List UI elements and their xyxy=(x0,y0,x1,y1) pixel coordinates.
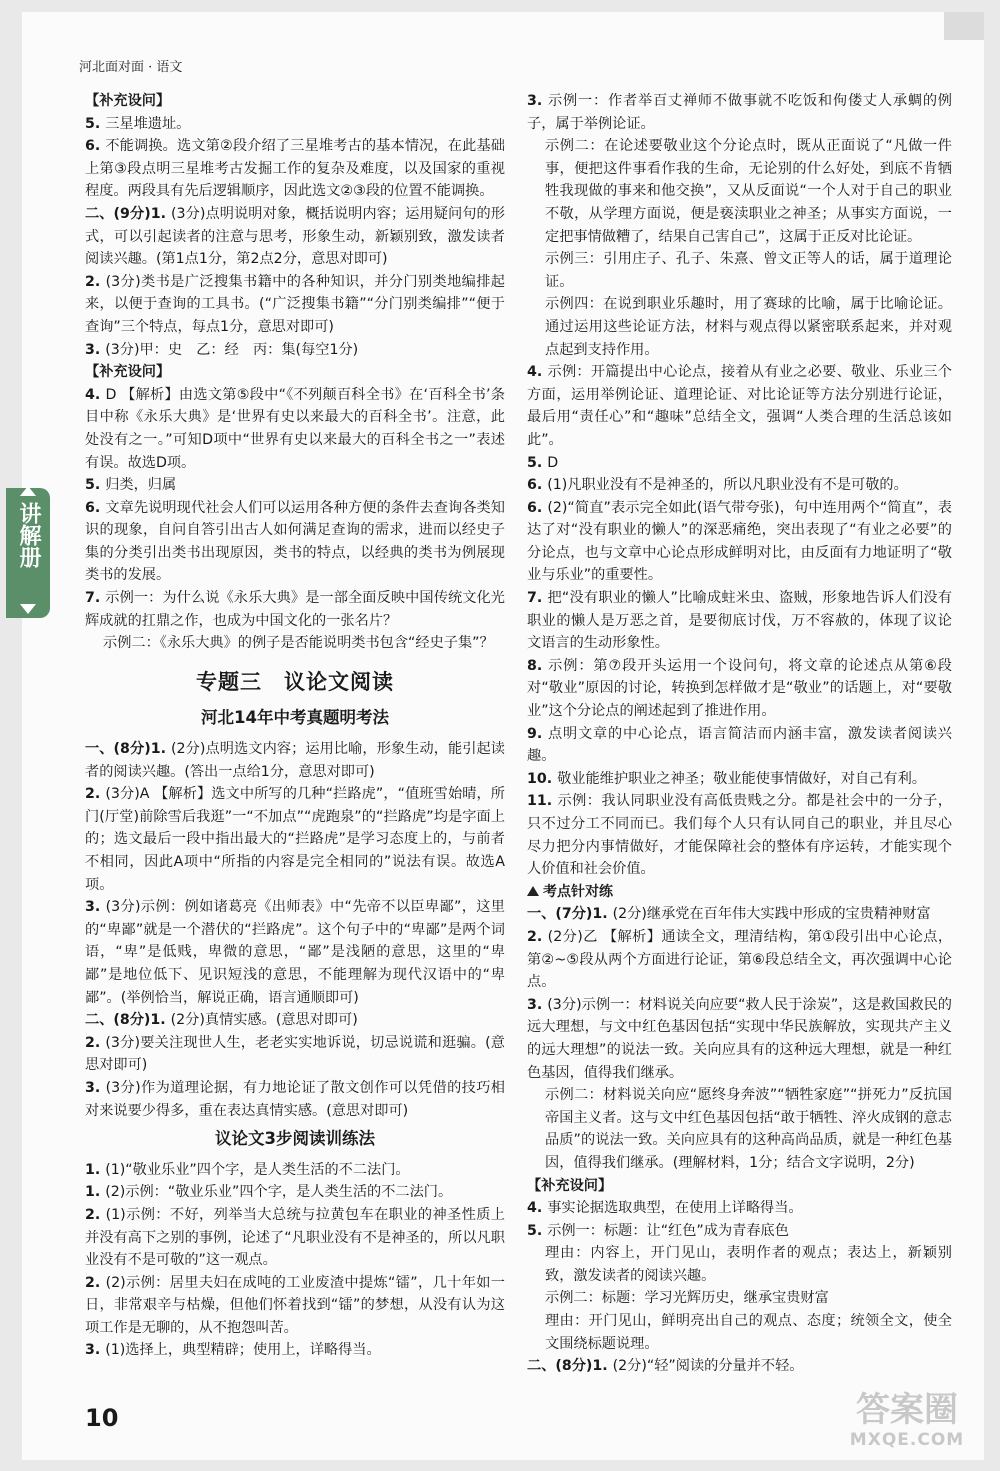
answer-line xyxy=(85,1009,505,1032)
answer-line xyxy=(85,783,505,896)
answer-line xyxy=(527,1310,952,1355)
answer-text: (1)选择上，典型精辟；使用上，详略得当。 xyxy=(105,1342,381,1359)
item-number: 6. xyxy=(527,499,548,516)
answer-line xyxy=(527,1175,952,1198)
right-block-1 xyxy=(527,90,952,881)
answer-text: 敬业能维护职业之神圣；敬业能使事情做好，对自己有利。 xyxy=(557,770,926,787)
running-header: 河北面对面 · 语文 xyxy=(79,60,183,75)
item-number: 3. xyxy=(527,93,549,109)
answer-text: 示例三：引用庄子、孔子、朱熹、曾文正等人的话，属于道理论证。 xyxy=(545,251,952,290)
answer-line xyxy=(85,1032,505,1077)
sub-title-training: 议论文3步阅读训练法 xyxy=(215,1129,375,1149)
answer-text: (2)“简直”表示完全如此(语气带夸张)，句中连用两个“简直”，表达了对“没有职业的懒人”的深恶痛绝，突出表现了“有业之必要”的分论点，也与文章中心论点形成鲜明对比，由反面有力地证明了“敬业与乐业”的重要性。 xyxy=(527,499,952,584)
item-number: 1. xyxy=(85,1161,106,1178)
item-number: 4. xyxy=(527,1200,548,1217)
answer-line xyxy=(85,203,505,271)
page xyxy=(22,12,984,1460)
answer-text: 事实论据选取典型，在使用上详略得当。 xyxy=(547,1200,803,1217)
left-column xyxy=(85,90,505,1362)
item-number: 6. xyxy=(85,138,106,155)
answer-text: (2分)继承党在百年伟大实践中形成的宝贵精神财富 xyxy=(612,906,931,923)
answer-text: (3分)作为道理论据，有力地论证了散文创作可以凭借的技巧相对来说要少得多，重在表达真情实感。(意思对即可) xyxy=(85,1079,505,1119)
answer-text: 示例二：《永乐大典》的例子是否能说明类书包含“经史子集”？ xyxy=(103,635,494,652)
answer-text: 示例二：标题：学习光辉历史，继承宝贵财富 xyxy=(545,1290,829,1307)
item-number: 2. xyxy=(85,1034,106,1051)
answer-line xyxy=(527,903,952,926)
answer-text: 【补充设问】 xyxy=(85,364,171,381)
answer-text: 【补充设问】 xyxy=(527,1177,613,1194)
answer-text: 示例二：材料说关向应“愿终身奔波”“牺牲家庭”“拼死力”反抗国帝国主义者。这与文中红色基因包括“敢于牺牲、淬火成钢的意志品质”的说法一致。关向应具有的这种高尚品质，就是一种红色基因，值得我们继承。(理解材料，1分；结合文字说明，2分) xyxy=(545,1087,952,1171)
page-number: 10 xyxy=(85,1404,119,1432)
watermark-logo xyxy=(822,1390,984,1460)
answer-line xyxy=(85,474,505,497)
watermark-url: MXQE.COM xyxy=(849,1430,965,1450)
item-number: 6. xyxy=(85,499,106,516)
item-number: 6. xyxy=(527,477,548,494)
right-column xyxy=(527,90,952,1378)
answer-line xyxy=(85,1204,505,1272)
left-block-1 xyxy=(85,90,505,655)
answer-line xyxy=(85,1181,505,1204)
item-number: 11. xyxy=(527,793,558,810)
answer-line xyxy=(527,587,952,655)
answer-text: 不能调换。选文第②段介绍了三星堆考古的基本情况，在此基础上第③段点明三星堆考古发掘工作的复杂及难度，以及国家的重视程度。两段具有先后逻辑顺序，因此选文②③段的位置不能调换。 xyxy=(85,138,505,200)
answer-line xyxy=(85,271,505,339)
answer-line xyxy=(85,1077,505,1122)
answer-line xyxy=(527,248,952,293)
answer-line xyxy=(85,113,505,136)
answer-text: 把“没有职业的懒人”比喻成蛀米虫、盗贼，形象地告诉人们没有职业的懒人是万恶之首，是要彻底讨伐，万不容赦的，体现了议论文语言的生动形象性。 xyxy=(527,590,953,652)
answer-text: 示例：第⑦段开头运用一个设问句，将文章的论述点从第⑥段对“敬业”原因的讨论，转换到怎样做才是“敬业”的话题上，对“要敬业”这个分论点的阐述起到了推进作用。 xyxy=(527,657,952,720)
answer-text: (1)示例：不好，列举当大总统与拉黄包车在职业的神圣性质上并没有高下之别的事例，论述了“凡职业没有不是神圣的，所以凡职业没有不是可敬的”这一观点。 xyxy=(85,1206,505,1269)
answer-text: 三星堆遗址。 xyxy=(105,115,191,132)
answer-text: 【补充设问】 xyxy=(85,93,171,109)
answer-text: 理由：开门见山，鲜明亮出自己的观点、态度；统领全文，使全文围绕标题说理。 xyxy=(545,1313,952,1352)
answer-text: 点明文章的中心论点，语言简洁而内涵丰富，激发读者阅读兴趣。 xyxy=(527,725,952,765)
answer-line xyxy=(85,339,505,362)
item-number: 一、(7分)1. xyxy=(527,906,613,923)
answer-line xyxy=(527,293,952,361)
watermark-brand: 答案圈 xyxy=(856,1390,958,1430)
practice-heading xyxy=(527,881,952,904)
answer-line xyxy=(85,738,505,783)
side-tab[interactable] xyxy=(6,488,50,618)
answer-text: 示例二：在论述要敬业这个分论点时，既从正面说了“凡做一件事，便把这件事看作我的生命，无论别的什么好处，到底不肯牺牲我现做的事来和他交换”，又从反面说“一个人对于自己的职业不敬，从学理方面说，便是亵渎职业之神圣；从事实方面说，一定把事情做糟了，结果自己害自己”，这属于正反对比论证。 xyxy=(545,138,952,245)
answer-line xyxy=(527,723,952,768)
arrow-down-icon xyxy=(20,604,36,614)
item-number: 3. xyxy=(85,1079,106,1096)
answer-line xyxy=(527,1242,952,1287)
answer-line xyxy=(85,361,505,384)
answer-line xyxy=(527,1220,952,1243)
item-number: 2. xyxy=(85,1206,106,1223)
arrow-up-icon xyxy=(20,486,36,496)
answer-line xyxy=(527,497,952,587)
item-number: 10. xyxy=(527,770,558,787)
answer-line xyxy=(527,994,952,1084)
item-number: 3. xyxy=(85,1342,106,1359)
answer-text: (2)示例：“敬业乐业”四个字，是人类生活的不二法门。 xyxy=(105,1184,453,1201)
section-title: 专题三 议论文阅读 xyxy=(196,669,394,694)
item-number: 1. xyxy=(85,1184,106,1201)
page-corner xyxy=(944,12,984,40)
answer-text: (3分)点明说明对象，概括说明内容；运用疑问句的形式，可以引起读者的注意与思考，形象生动，新颖别致，激发读者阅读兴趣。(第1点1分，第2点2分，意思对即可) xyxy=(85,205,505,268)
item-number: 7. xyxy=(527,590,548,607)
item-number: 7. xyxy=(85,590,106,607)
answer-text: D 【解析】由选文第⑤段中“《不列颠百科全书》在‘百科全书’条目中称《永乐大典》是‘世界有史以来最大的百科全书’。注意，此处没有之一。”可知D项中“世界有史以来最大的百科全书之一”表述有误。故选D项。 xyxy=(85,386,505,471)
item-number: 3. xyxy=(527,996,548,1013)
item-number: 2. xyxy=(85,273,106,290)
right-block-2 xyxy=(527,903,952,1377)
answer-line xyxy=(527,361,952,451)
answer-line xyxy=(527,452,952,475)
item-number: 8. xyxy=(527,657,549,674)
item-number: 二、(8分)1. xyxy=(85,1012,171,1029)
answer-text: (3分)示例：例如诸葛亮《出师表》中“先帝不以臣卑鄙”，这里的“卑鄙”就是一个潜伏的“拦路虎”。这个句子中的“卑鄙”是两个词语，“卑”是低贱，卑微的意思，“鄙”是浅陋的意思，这里的“卑鄙”是地位低下、见识短浅的意思，不能理解为现代汉语中的“卑鄙”。(举例恰当，解说正确，语言通顺即可) xyxy=(85,899,505,1006)
answer-line xyxy=(527,90,952,135)
answer-text: 文章先说明现代社会人们可以运用各种方便的条件去查询各类知识的现象，自问自答引出古人如何满足查询的需求，进而以经史子集的分类引出类书出现原因，类书的特点，以经典的类书为例展现类书的发展。 xyxy=(85,499,505,584)
item-number: 一、(8分)1. xyxy=(85,741,171,758)
left-block-3 xyxy=(85,1159,505,1362)
answer-line xyxy=(85,135,505,203)
item-number: 4. xyxy=(527,364,548,381)
practice-heading-label: 考点针对练 xyxy=(543,883,613,900)
item-number: 4. xyxy=(85,386,106,403)
item-number: 5. xyxy=(85,115,106,132)
answer-line xyxy=(85,1159,505,1182)
answer-text: 理由：内容上，开门见山，表明作者的观点；表达上，新颖别致，激发读者的阅读兴趣。 xyxy=(545,1245,952,1284)
answer-line xyxy=(527,790,952,880)
answer-line xyxy=(527,1197,952,1220)
answer-text: (3分)类书是广泛搜集书籍中的各种知识，并分门别类地编排起来，以便于查询的工具书。(“广泛搜集书籍”“分门别类编排”“便于查询”三个特点，每点1分，意思对即可) xyxy=(85,273,505,335)
answer-text: (3分)要关注现世人生，老老实实地诉说，切忌说谎和逛骗。(意思对即可) xyxy=(85,1034,505,1074)
item-number: 2. xyxy=(85,1274,106,1291)
answer-text: (2分)真情实感。(意思对即可) xyxy=(170,1012,358,1029)
answer-text: (3分)A 【解析】选文中所写的几种“拦路虎”，“值班雪始晴，所门(厅堂)前除雪后我逛”一“不加点”“虎跑泉”的“拦路虎”均是字面上的；选文最后一段中指出最大的“拦路虎”是学习态度上的，与前者不相同，因此A项中“所指的内容是完全相同的”说法有误。故选A项。 xyxy=(85,786,505,893)
item-number: 5. xyxy=(527,454,548,471)
item-number: 2. xyxy=(527,928,548,945)
answer-text: (1)凡职业没有不是神圣的，所以凡职业没有不是可敬的。 xyxy=(547,477,908,494)
answer-text: D xyxy=(547,454,559,471)
answer-line xyxy=(527,1287,952,1310)
answer-line xyxy=(85,90,505,113)
answer-line xyxy=(527,135,952,248)
answer-text: (2分)点明选文内容；运用比喻，形象生动，能引起读者的阅读兴趣。(答出一点给1分，意思对即可) xyxy=(85,741,505,780)
item-number: 3. xyxy=(85,341,106,358)
answer-text: (2分)“轻”阅读的分量并不轻。 xyxy=(612,1358,804,1375)
answer-line xyxy=(85,1272,505,1340)
answer-line xyxy=(527,768,952,791)
answer-text: 示例：我认同职业没有高低贵贱之分。都是社会中的一分子，只不过分工不同而已。我们每个人只有认同自己的职业，并且尽心尽力把分内事情做好，才能保障社会的整体有序运转，才能实现个人价值和社会价值。 xyxy=(527,793,952,878)
answer-line xyxy=(527,1355,952,1378)
answer-line xyxy=(527,926,952,994)
answer-text: 示例一：作者举百丈禅师不做事就不吃饭和佝偻丈人承蜩的例子，属于举例论证。 xyxy=(527,93,952,132)
item-number: 5. xyxy=(527,1222,548,1239)
answer-text: 示例一：标题：让“红色”成为青春底色 xyxy=(547,1222,789,1239)
answer-line xyxy=(85,497,505,587)
answer-line xyxy=(85,896,505,1009)
answer-text: (3分)甲：史 乙：经 丙：集(每空1分) xyxy=(105,341,359,358)
left-block-2 xyxy=(85,738,505,1122)
answer-text: (2)示例：居里夫妇在成吨的工业废渣中提炼“镭”，几十年如一日，非常艰辛与枯燥，但他们怀着找到“镭”的梦想，从没有认为这项工作是无聊的，从不抱怨叫苦。 xyxy=(85,1274,505,1336)
item-number: 二、(8分)1. xyxy=(527,1358,613,1375)
item-number: 2. xyxy=(85,786,106,803)
item-number: 9. xyxy=(527,725,549,742)
answer-line xyxy=(85,632,505,655)
answer-text: 归类，归属 xyxy=(105,477,177,494)
answer-text: 示例一：为什么说《永乐大典》是一部全面反映中国传统文化光辉成就的扛鼎之作，也成为中国文化的一张名片？ xyxy=(85,590,505,629)
answer-text: (1)“敬业乐业”四个字，是人类生活的不二法门。 xyxy=(105,1161,410,1178)
item-number: 5. xyxy=(85,477,106,494)
answer-text: (3分)示例一：材料说关向应要“救人民于涂炭”，这是救国救民的远大理想，与文中红色基因包括“实现中华民族解放，实现共产主义的远大理想”的说法一致。关向应具有的这种远大理想，就是一种红色基因，值得我们继承。 xyxy=(527,996,952,1081)
sub-title-exam: 河北14年中考真题明考法 xyxy=(201,708,389,728)
answer-text: (2分)乙 【解析】通读全文，理清结构，第①段引出中心论点，第②~⑤段从两个方面进行论证，第⑥段总结全文，再次强调中心论点。 xyxy=(527,928,953,991)
answer-line xyxy=(527,474,952,497)
triangle-icon xyxy=(527,886,539,896)
side-tab-label: 讲解册 xyxy=(16,502,41,568)
answer-text: 示例四：在说到职业乐趣时，用了赛球的比喻，属于比喻论证。通过运用这些论证方法，材料与观点得以紧密联系起来，并对观点起到支持作用。 xyxy=(545,296,952,358)
answer-line xyxy=(85,384,505,474)
answer-text: 示例：开篇提出中心论点，接着从有业之必要、敬业、乐业三个方面，运用举例论证、道理论证、对比论证等方法分别进行论证，最后用“责任心”和“趣味”总结全文，强调“人类合理的生活总该如此”。 xyxy=(527,364,952,448)
item-number: 3. xyxy=(85,899,106,916)
item-number: 二、(9分)1. xyxy=(85,205,171,222)
answer-line xyxy=(85,587,505,632)
answer-line xyxy=(527,1084,952,1174)
answer-line xyxy=(527,655,952,723)
answer-line xyxy=(85,1339,505,1362)
